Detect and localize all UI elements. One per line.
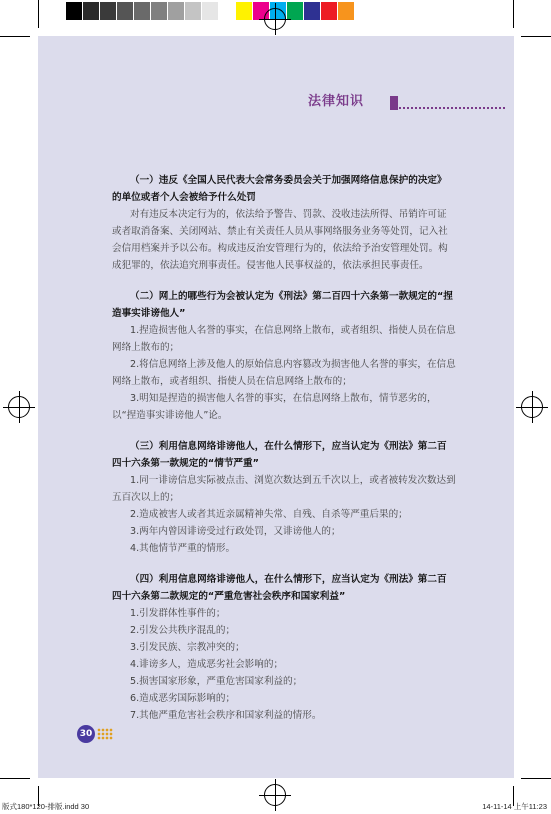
slug-timestamp: 14-11-14 上午11:23 (482, 802, 547, 811)
color-swatch (287, 2, 304, 20)
crop-mark (0, 36, 30, 37)
qa-section (112, 571, 456, 724)
color-swatch (338, 2, 355, 20)
page-number-ornament (97, 728, 113, 740)
color-calibration-bar (66, 2, 372, 20)
section-question: （三）利用信息网络诽谤他人，在什么情形下，应当认定为《刑法》第二百四十六条第一款规定的“情节严重” (112, 441, 447, 469)
color-swatch (117, 2, 134, 20)
article-body (112, 172, 456, 738)
page-number: 30 (77, 725, 95, 743)
list-item: 2.将信息网络上涉及他人的原始信息内容篡改为损害他人名誉的事实，在信息网络上散布，或者组织、指使人员在信息网络上散布的； (112, 359, 456, 387)
header-dotted-rule (395, 104, 505, 109)
registration-mark (521, 396, 543, 418)
list-item: 6.造成恶劣国际影响的； (130, 693, 236, 704)
list-item: 2.造成被害人或者其近亲属精神失常、自残、自杀等严重后果的； (130, 509, 408, 520)
qa-section (112, 172, 456, 274)
color-swatch (66, 2, 83, 20)
color-swatch (355, 2, 372, 20)
color-swatch (219, 2, 236, 20)
section-question: （四）利用信息网络诽谤他人，在什么情形下，应当认定为《刑法》第二百四十六条第二款规定的“严重危害社会秩序和国家利益” (112, 574, 447, 602)
list-item: 5.损害国家形象，严重危害国家利益的； (130, 676, 303, 687)
color-swatch (202, 2, 219, 20)
section-header (308, 88, 368, 110)
color-swatch (100, 2, 117, 20)
list-item: 3.两年内曾因诽谤受过行政处罚，又诽谤他人的； (130, 526, 341, 537)
color-swatch (83, 2, 100, 20)
crop-mark (521, 778, 551, 779)
crop-mark (38, 0, 39, 28)
list-item: 2.引发公共秩序混乱的； (130, 625, 236, 636)
color-swatch (168, 2, 185, 20)
crop-mark (0, 778, 30, 779)
section-question: （二）网上的哪些行为会被认定为《刑法》第二百四十六条第一款规定的“捏造事实诽谤他人” (112, 291, 453, 319)
list-item: 4.诽谤多人，造成恶劣社会影响的； (130, 659, 284, 670)
color-swatch (321, 2, 338, 20)
color-swatch (304, 2, 321, 20)
registration-mark (8, 396, 30, 418)
list-item: 4.其他情节严重的情形。 (130, 543, 236, 554)
color-swatch (185, 2, 202, 20)
list-item: 1.捏造损害他人名誉的事实，在信息网络上散布，或者组织、指使人员在信息网络上散布的； (112, 325, 456, 353)
qa-section (112, 438, 456, 557)
section-title: 法律知识 (308, 93, 365, 109)
list-item: 3.明知是捏造的损害他人名誉的事实，在信息网络上散布，情节恶劣的，以“捏造事实诽谤他人”论。 (112, 393, 437, 421)
qa-section (112, 288, 456, 424)
color-swatch (134, 2, 151, 20)
color-swatch (151, 2, 168, 20)
crop-mark (513, 0, 514, 28)
registration-mark (264, 784, 286, 806)
registration-mark (264, 8, 286, 30)
crop-mark (521, 36, 551, 37)
list-item: 1.引发群体性事件的； (130, 608, 226, 619)
section-paragraph: 对有违反本决定行为的，依法给予警告、罚款、没收违法所得、吊销许可证或者取消备案、关闭网站、禁止有关责任人员从事网络服务业务等处罚，记入社会信用档案并予以公布。构成违反治安管理行为的，依法给予治安管理处罚。构成犯罪的，依法追究刑事责任。侵害他人民事权益的，依法承担民事责任。 (112, 209, 448, 271)
slug-filename: 版式180*120-排版.indd 30 (2, 802, 90, 811)
section-question: （一）违反《全国人民代表大会常务委员会关于加强网络信息保护的决定》的单位或者个人会被给予什么处罚 (112, 175, 447, 203)
list-item: 7.其他严重危害社会秩序和国家利益的情形。 (130, 710, 322, 721)
list-item: 1.同一诽谤信息实际被点击、浏览次数达到五千次以上，或者被转发次数达到五百次以上的； (112, 475, 456, 503)
list-item: 3.引发民族、宗教冲突的； (130, 642, 245, 653)
color-swatch (236, 2, 253, 20)
